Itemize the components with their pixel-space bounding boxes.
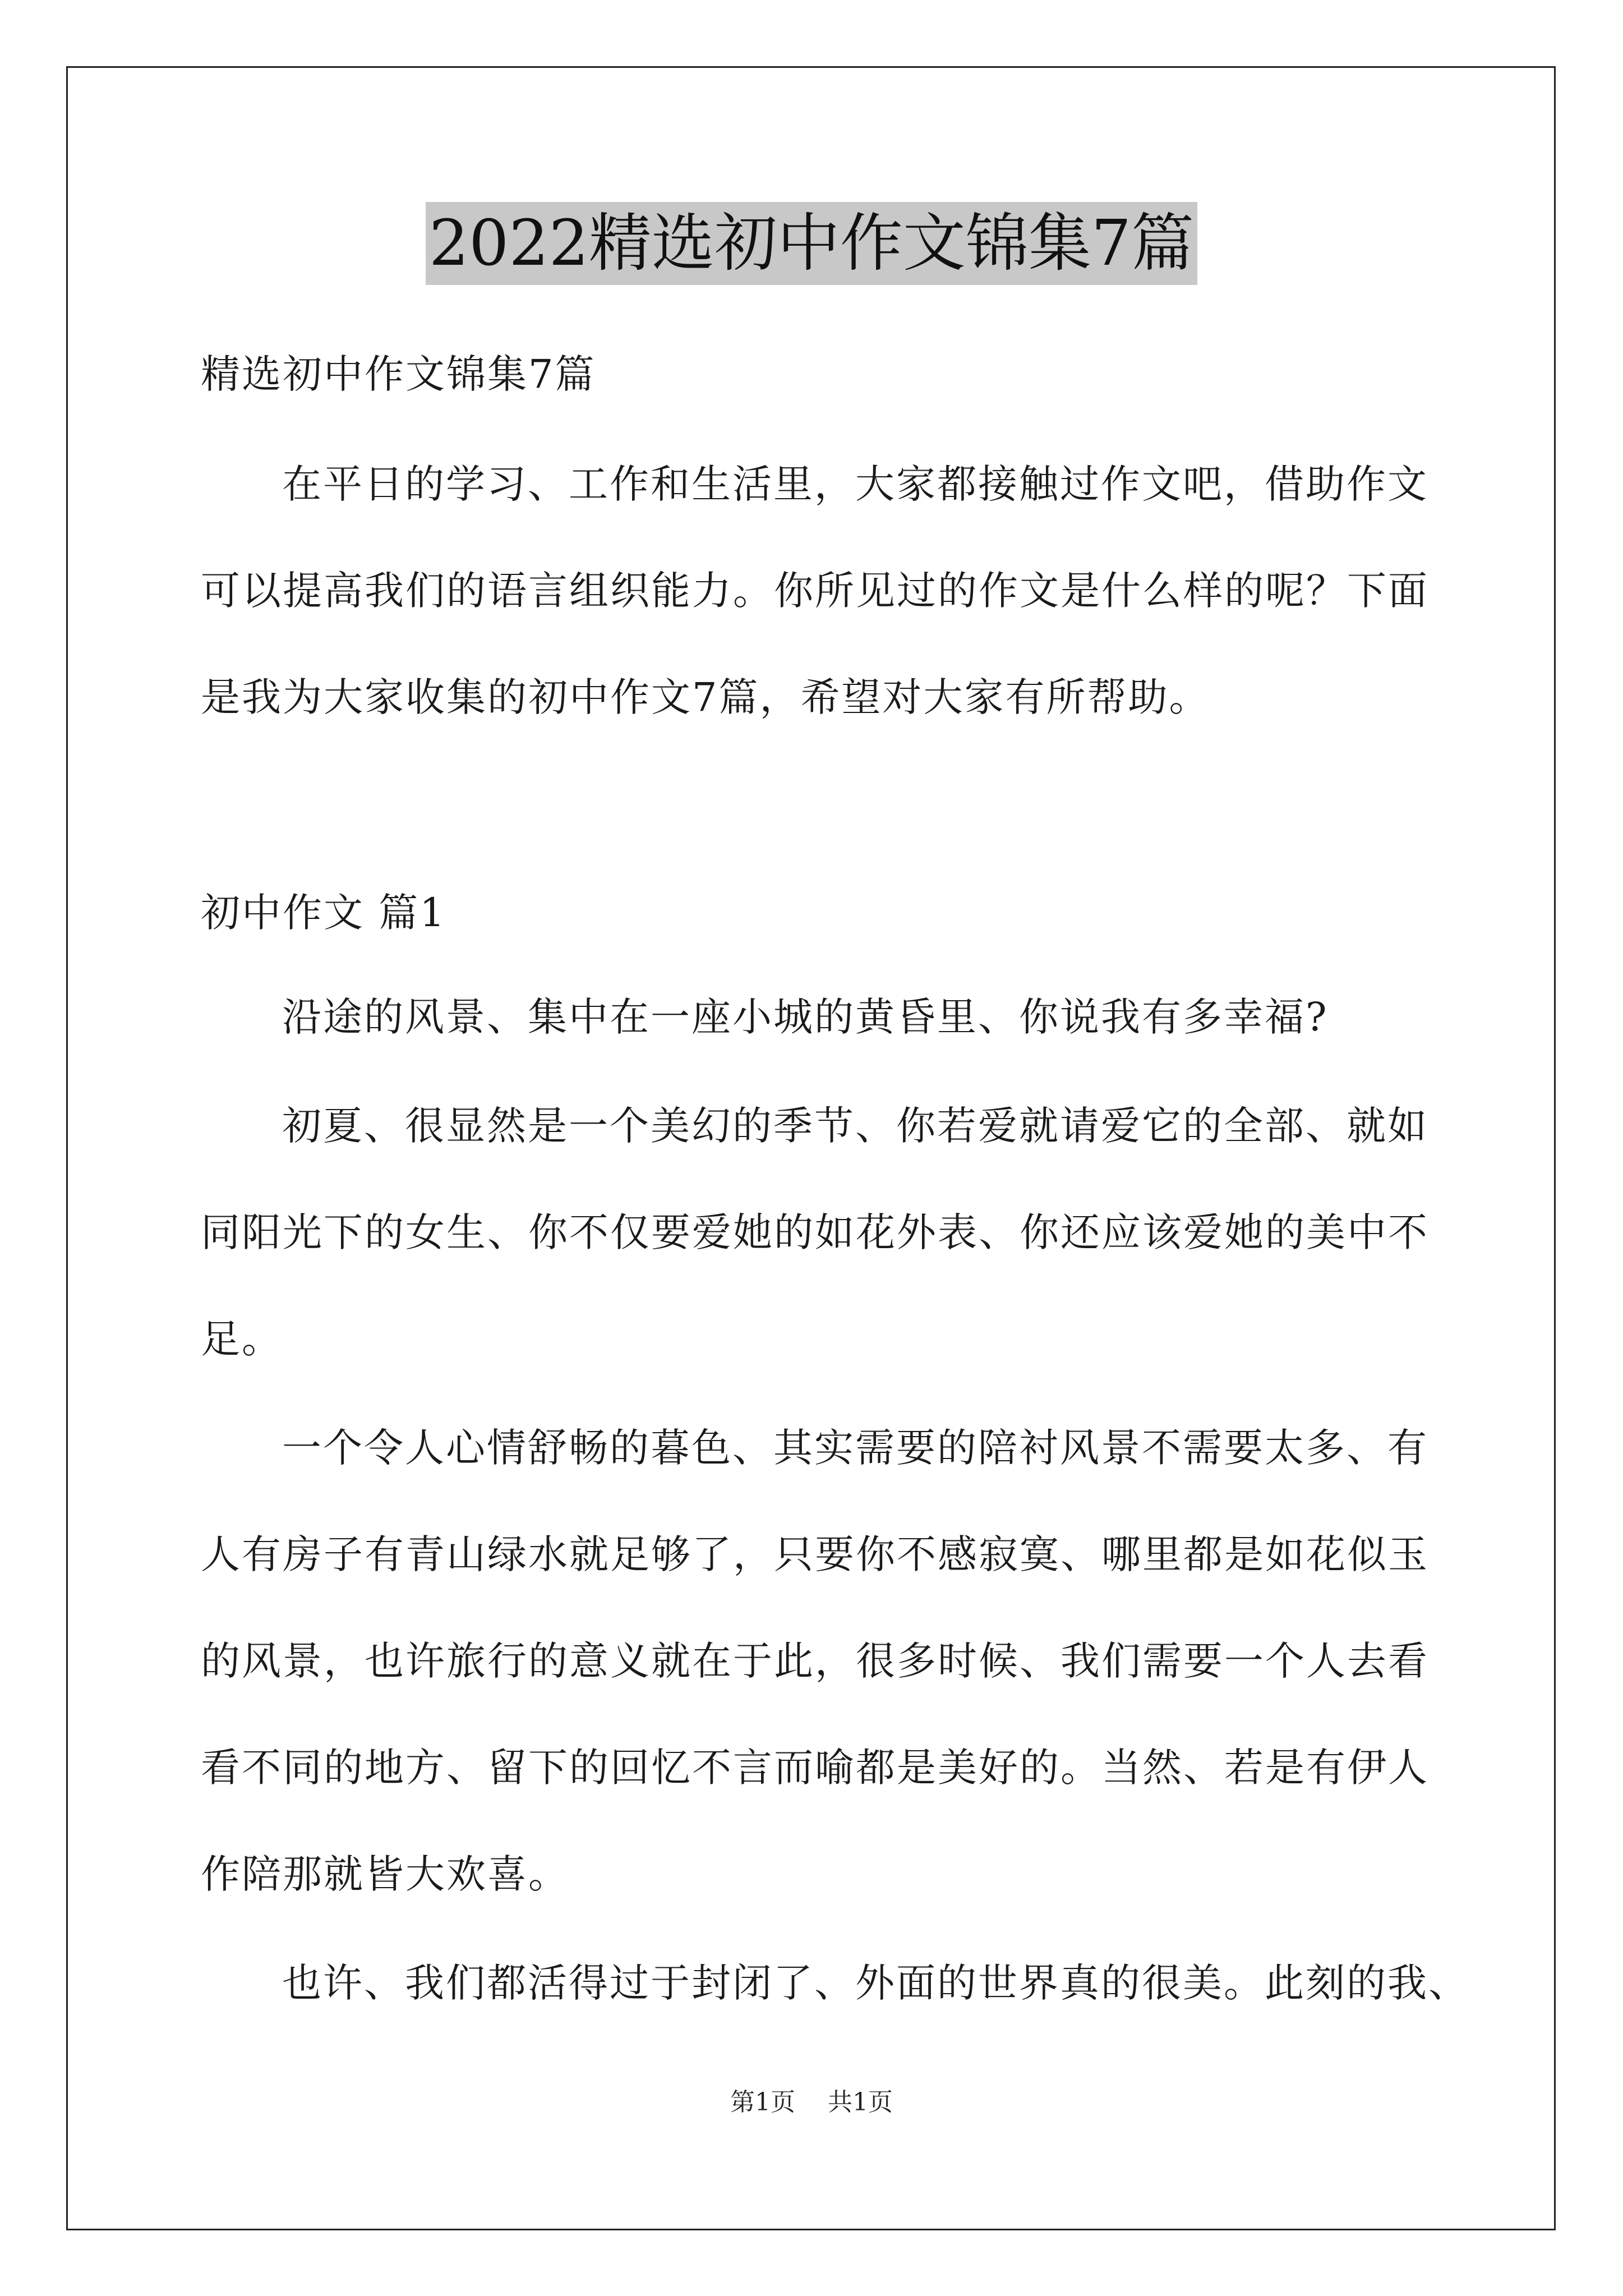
body-line-6: 人有房子有青山绿水就足够了，只要你不感寂寞、哪里都是如花似玉	[201, 1531, 1429, 1577]
body-line-7: 的风景，也许旅行的意义就在于此，很多时候、我们需要一个人去看	[201, 1638, 1429, 1684]
body-line-8: 看不同的地方、留下的回忆不言而喻都是美好的。当然、若是有伊人	[201, 1745, 1429, 1791]
page-footer	[0, 2086, 1623, 2119]
page-total: 共1页	[828, 2088, 893, 2116]
body-line-2: 初夏、很显然是一个美幻的季节、你若爱就请爱它的全部、就如	[282, 1103, 1428, 1149]
body-line-10: 也许、我们都活得过于封闭了、外面的世界真的很美。此刻的我、	[282, 1960, 1469, 2006]
document-title-text: 2022精选初中作文锦集7篇	[426, 202, 1197, 285]
intro-line-2: 可以提高我们的语言组织能力。你所见过的作文是什么样的呢？下面	[201, 568, 1429, 614]
document-title	[0, 202, 1623, 285]
section-heading: 初中作文 篇1	[201, 890, 446, 936]
document-subtitle: 精选初中作文锦集7篇	[201, 351, 596, 397]
body-line-3: 同阳光下的女生、你不仅要爱她的如花外表、你还应该爱她的美中不	[201, 1209, 1429, 1255]
body-line-5: 一个令人心情舒畅的暮色、其实需要的陪衬风景不需要太多、有	[282, 1425, 1428, 1471]
body-line-1: 沿途的风景、集中在一座小城的黄昏里、你说我有多幸福?	[282, 994, 1329, 1040]
page-number: 第1页	[730, 2088, 795, 2116]
intro-line-3: 是我为大家收集的初中作文7篇，希望对大家有所帮助。	[201, 674, 1210, 720]
intro-line-1: 在平日的学习、工作和生活里，大家都接触过作文吧，借助作文	[282, 461, 1428, 507]
body-line-9: 作陪那就皆大欢喜。	[201, 1851, 569, 1897]
body-line-4: 足。	[201, 1316, 283, 1362]
